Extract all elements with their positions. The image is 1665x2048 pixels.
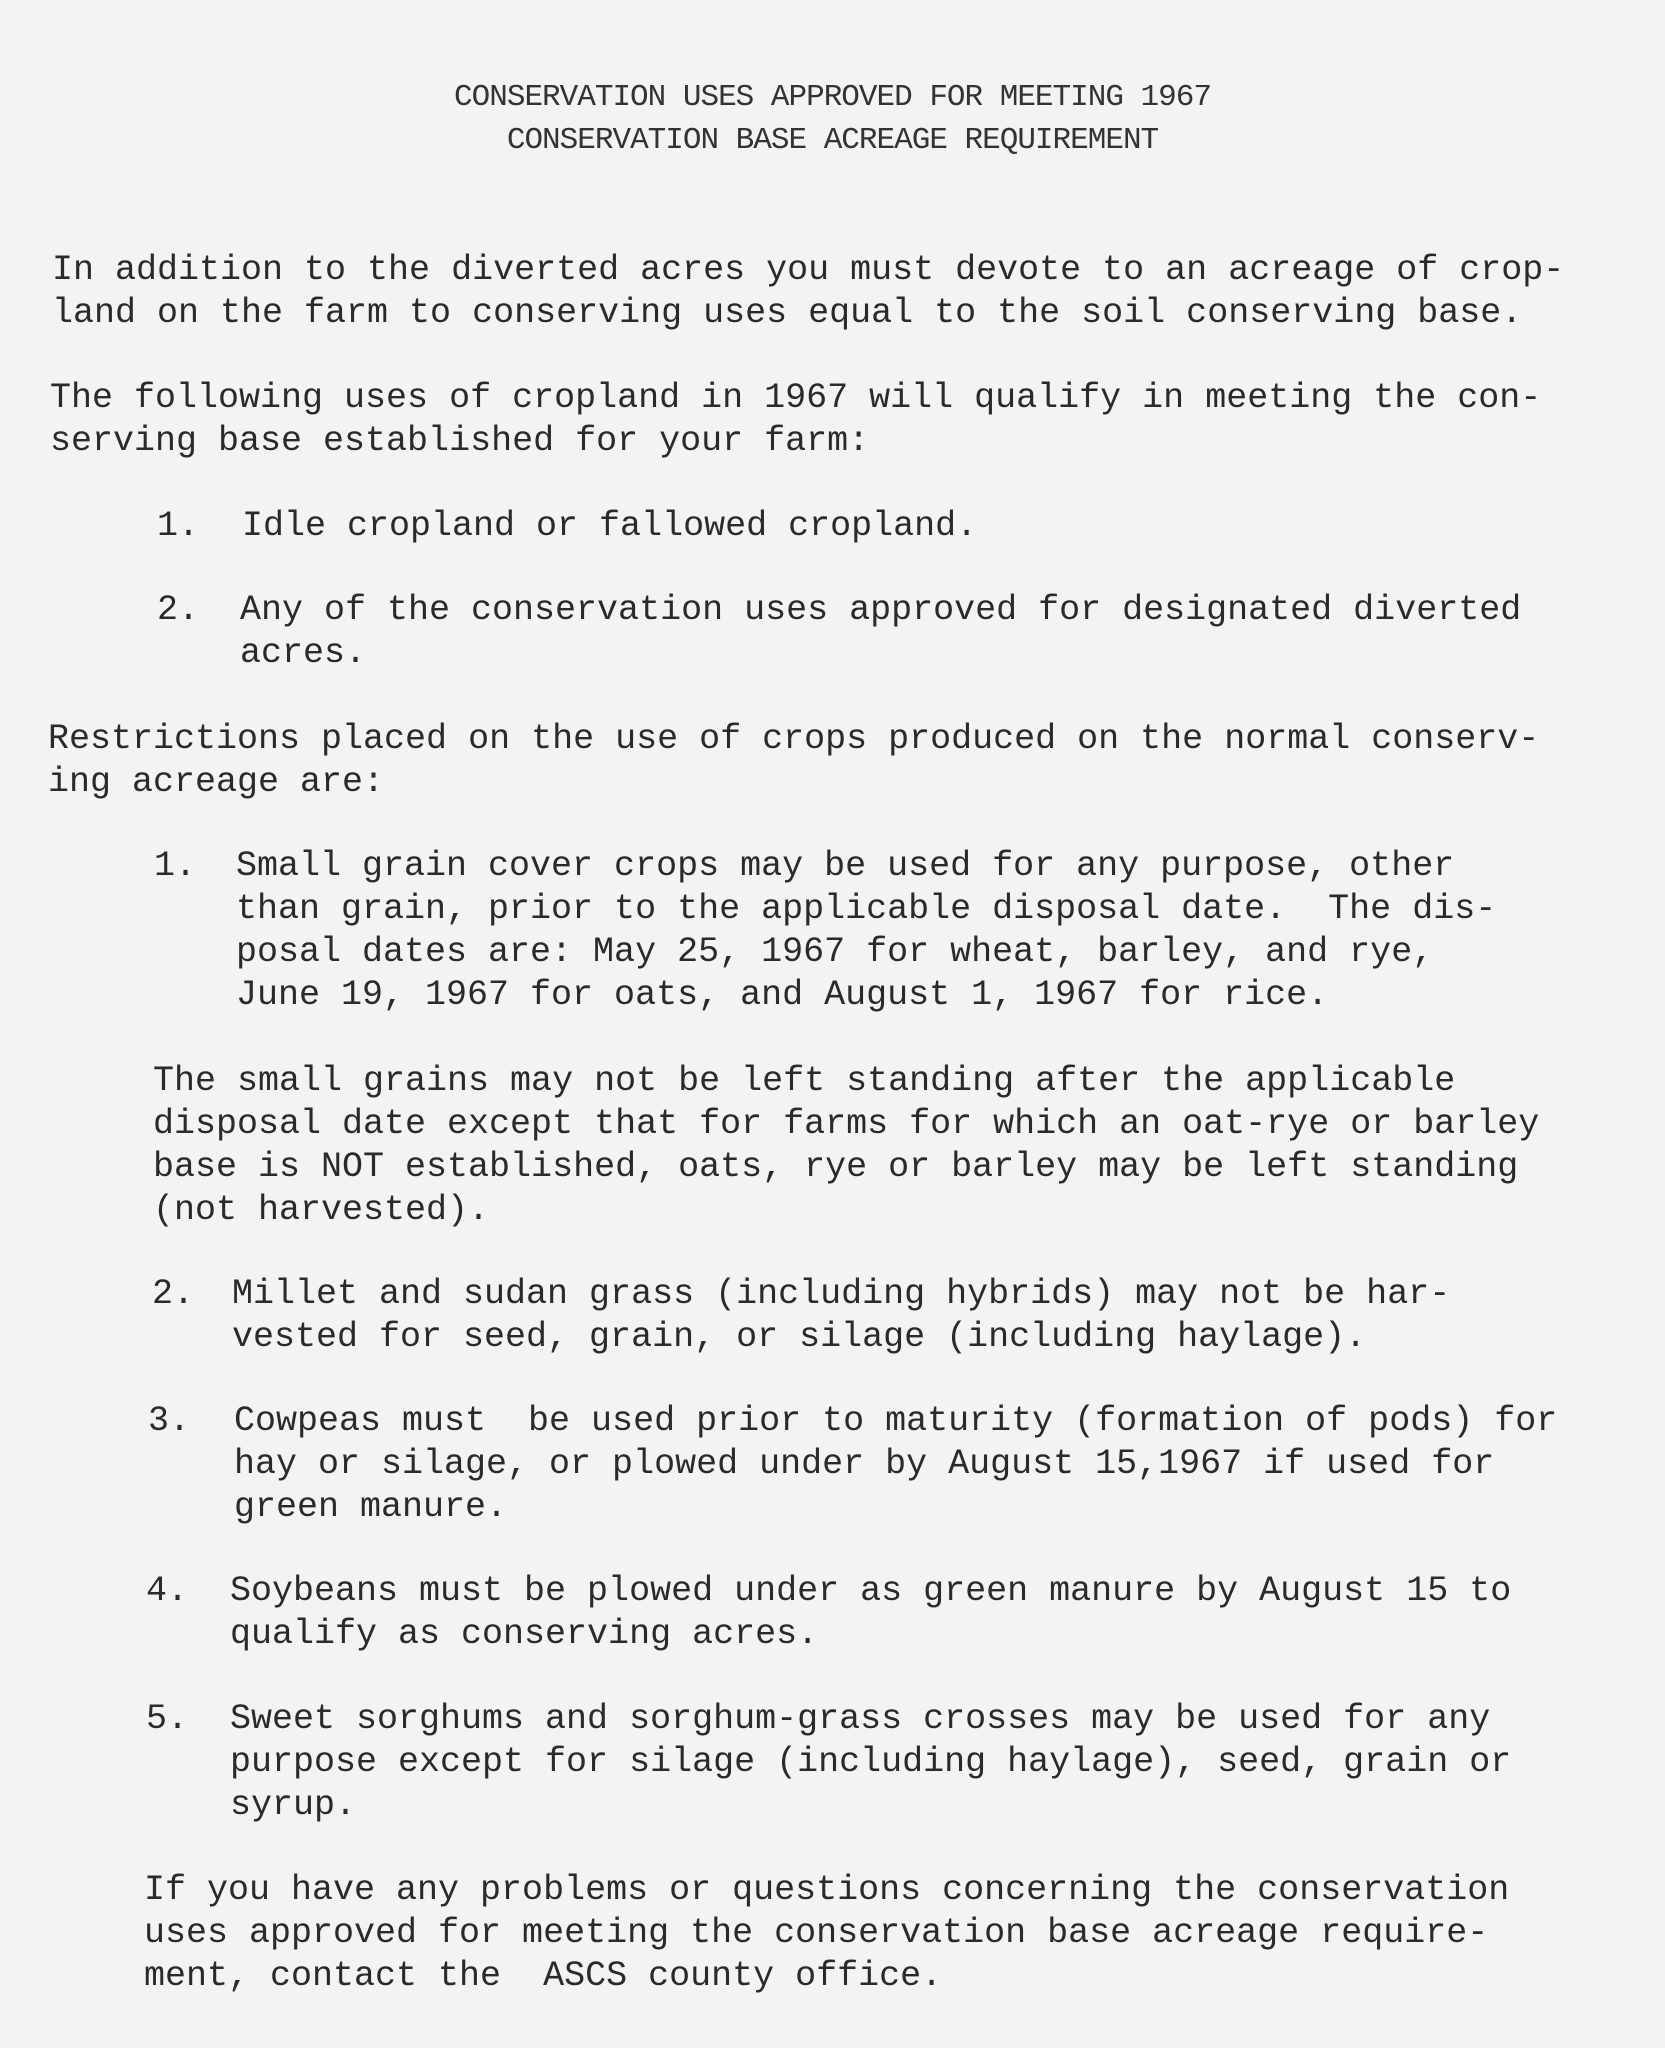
paragraph-small-grains (153, 1060, 1539, 1232)
line: purpose except for silage (including haylage), seed, grain or (230, 1742, 1512, 1782)
line: uses approved for meeting the conservation base acreage require- (144, 1913, 1489, 1953)
use-item-1 (242, 505, 977, 548)
line: syrup. (230, 1785, 357, 1825)
line: In addition to the diverted acres you must devote to an acreage of crop- (52, 250, 1565, 290)
list-number: 1. (154, 846, 197, 886)
line: Restrictions placed on the use of crops produced on the normal conserv- (48, 719, 1540, 759)
line: than grain, prior to the applicable disposal date. The dis- (236, 889, 1497, 929)
line: hay or silage, or plowed under by August 15,1967 if used for (234, 1444, 1495, 1484)
restriction-item-4 (230, 1570, 1511, 1656)
title-line-1: CONSERVATION USES APPROVED FOR MEETING 1967 (454, 80, 1211, 115)
list-number: 2. (157, 590, 200, 630)
list-number: 1. (157, 506, 200, 546)
line: Cowpeas must be used prior to maturity (formation of pods) for (234, 1401, 1558, 1441)
line: Any of the conservation uses approved for designated diverted (240, 590, 1522, 630)
line: Millet and sudan grass (including hybrids) may not be har- (232, 1274, 1451, 1314)
list-number: 4. (146, 1571, 189, 1611)
line: If you have any problems or questions concerning the conservation (144, 1870, 1510, 1910)
line: qualify as conserving acres. (230, 1614, 819, 1654)
line: The following uses of cropland in 1967 will qualify in meeting the con- (50, 378, 1542, 418)
line: ing acreage are: (48, 762, 385, 802)
list-number: 5. (146, 1699, 189, 1739)
line: serving base established for your farm: (50, 421, 870, 461)
paragraph-restrictions (48, 718, 1539, 804)
line: disposal date except that for farms for which an oat-rye or barley (153, 1104, 1540, 1144)
line: ment, contact the ASCS county office. (144, 1956, 943, 1996)
paragraph-contact (144, 1869, 1509, 1998)
line: (not harvested). (153, 1190, 490, 1230)
restriction-item-3 (234, 1400, 1557, 1529)
line: Sweet sorghums and sorghum-grass crosses may be used for any (230, 1699, 1491, 1739)
restriction-item-1 (236, 845, 1496, 1017)
list-number: 2. (152, 1274, 195, 1314)
line: vested for seed, grain, or silage (including haylage). (232, 1317, 1367, 1357)
line: June 19, 1967 for oats, and August 1, 1967 for rice. (236, 975, 1329, 1015)
line: land on the farm to conserving uses equal to the soil conserving base. (52, 293, 1523, 333)
list-number: 3. (148, 1401, 191, 1441)
line: acres. (240, 633, 367, 673)
restriction-item-5 (230, 1698, 1511, 1827)
line: Idle cropland or fallowed cropland. (242, 506, 978, 546)
line: Small grain cover crops may be used for any purpose, other (236, 846, 1455, 886)
line: green manure. (234, 1487, 508, 1527)
line: The small grains may not be left standing after the applicable (153, 1061, 1456, 1101)
title-line-2: CONSERVATION BASE ACREAGE REQUIREMENT (506, 123, 1159, 158)
restriction-item-2 (232, 1273, 1450, 1359)
use-item-2 (240, 589, 1521, 675)
line: Soybeans must be plowed under as green manure by August 15 to (230, 1571, 1512, 1611)
paragraph-qualifying-uses (50, 377, 1541, 463)
line: base is NOT established, oats, rye or barley may be left standing (153, 1147, 1519, 1187)
paragraph-intro (52, 249, 1564, 335)
line: posal dates are: May 25, 1967 for wheat, barley, and rye, (236, 932, 1434, 972)
